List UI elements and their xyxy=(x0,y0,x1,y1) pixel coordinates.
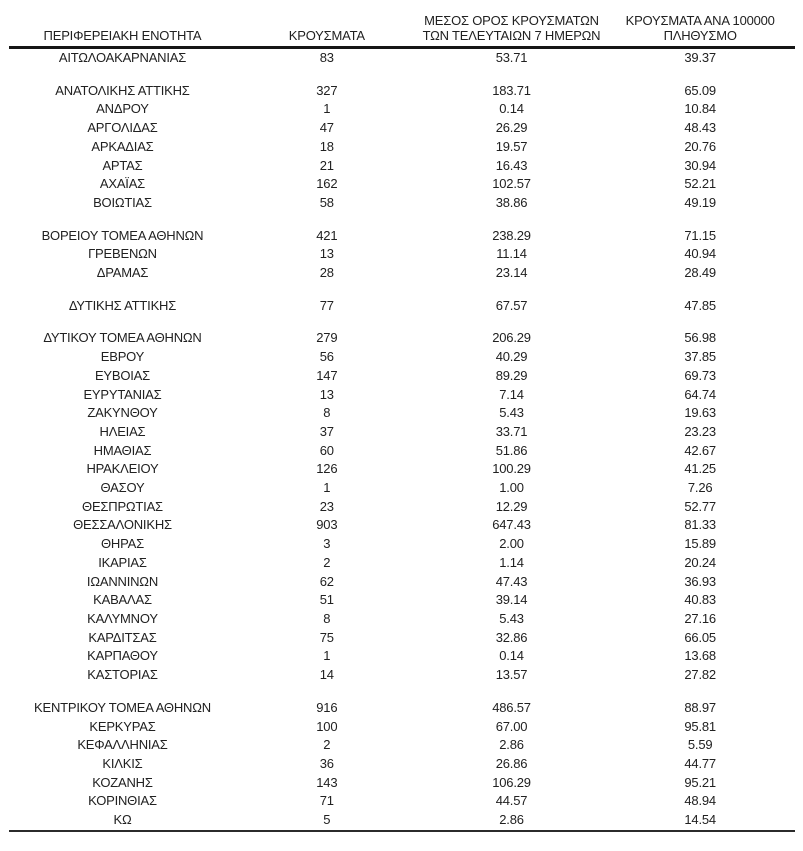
region-cell: ΘΕΣΣΑΛΟΝΙΚΗΣ xyxy=(73,517,172,533)
cases-cell: 327 xyxy=(316,82,338,98)
per-100k-cell: 37.85 xyxy=(684,349,716,365)
avg-7day-cell: 1.14 xyxy=(499,554,524,570)
cases-cell: 62 xyxy=(319,573,334,589)
region-cell: ΔΡΑΜΑΣ xyxy=(96,265,149,281)
region-cell: ΗΡΑΚΛΕΙΟΥ xyxy=(86,461,159,477)
avg-7day-cell: 11.14 xyxy=(496,246,527,262)
avg-7day-cell: 53.71 xyxy=(495,50,528,65)
cases-cell: 37 xyxy=(319,423,334,439)
region-cell: ΚΟΖΑΝΗΣ xyxy=(92,774,153,790)
per-100k-cell: 71.15 xyxy=(684,227,716,243)
table-header xyxy=(9,13,795,48)
cases-cell: 147 xyxy=(316,367,338,383)
per-100k-cell: 36.93 xyxy=(684,573,716,589)
region-cell: ΑΧΑΪΑΣ xyxy=(99,176,146,192)
per-100k-cell: 44.77 xyxy=(684,755,716,771)
avg-7day-cell: 33.71 xyxy=(495,423,528,439)
per-100k-cell: 66.05 xyxy=(684,629,716,645)
cases-cell: 18 xyxy=(319,138,334,154)
group-spacer-cell xyxy=(9,68,795,82)
cases-cell: 13 xyxy=(319,246,334,262)
table-row xyxy=(9,194,795,213)
region-cell: ΚΙΛΚΙΣ xyxy=(102,755,143,771)
per-100k-cell: 5.59 xyxy=(687,737,713,753)
cases-cell: 903 xyxy=(316,517,338,533)
region-cell: ΚΩ xyxy=(113,812,132,828)
avg-7day-cell: 2.86 xyxy=(499,812,524,828)
per-100k-cell: 19.63 xyxy=(684,405,716,421)
table-row xyxy=(9,442,795,461)
avg-7day-cell: 47.43 xyxy=(495,573,528,589)
per-100k-cell: 95.21 xyxy=(684,774,716,790)
per-100k-cell: 48.94 xyxy=(684,793,716,809)
header-row xyxy=(9,13,795,48)
region-cell: ΙΩΑΝΝΙΝΩΝ xyxy=(86,573,159,589)
per-100k-cell: 13.68 xyxy=(684,648,716,664)
per-100k-cell: 41.25 xyxy=(684,461,716,477)
cases-cell: 13 xyxy=(319,386,334,402)
column-header-line: ΜΕΣΟΣ ΟΡΟΣ ΚΡΟΥΣΜΑΤΩΝ xyxy=(424,13,599,28)
cases-cell: 1 xyxy=(323,648,331,664)
cases-cell: 2 xyxy=(323,737,331,753)
avg-7day-cell: 67.00 xyxy=(495,718,528,734)
cases-cell: 126 xyxy=(316,461,338,477)
group-spacer-row xyxy=(9,283,795,297)
table-row xyxy=(9,386,795,405)
region-cell: ΕΒΡΟΥ xyxy=(100,349,145,365)
table-row xyxy=(9,157,795,176)
table-row xyxy=(9,516,795,535)
region-cell: ΚΕΡΚΥΡΑΣ xyxy=(89,718,156,734)
table-row xyxy=(9,699,795,718)
column-header-region xyxy=(9,13,237,48)
cases-cell: 279 xyxy=(316,330,338,346)
avg-7day-cell: 16.43 xyxy=(495,157,528,173)
column-header-line: ΠΛΗΘΥΣΜΟ xyxy=(663,28,737,43)
per-100k-cell: 47.85 xyxy=(684,297,716,313)
avg-7day-cell: 102.57 xyxy=(492,176,531,192)
avg-7day-cell: 183.71 xyxy=(492,82,531,98)
avg-7day-cell: 51.86 xyxy=(495,442,528,458)
avg-7day-cell: 23.14 xyxy=(495,265,528,281)
group-spacer-cell xyxy=(9,283,795,297)
region-cell: ΚΑΣΤΟΡΙΑΣ xyxy=(87,667,158,683)
per-100k-cell: 27.82 xyxy=(684,667,716,683)
per-100k-cell: 69.73 xyxy=(684,367,716,383)
avg-7day-cell: 13.57 xyxy=(495,667,528,683)
per-100k-cell: 56.98 xyxy=(684,330,716,346)
table-row xyxy=(9,329,795,348)
per-100k-cell: 88.97 xyxy=(684,699,716,715)
per-100k-cell: 7.26 xyxy=(687,480,713,496)
per-100k-cell: 49.19 xyxy=(684,194,716,210)
table-row xyxy=(9,48,795,68)
table-row xyxy=(9,175,795,194)
column-header-line: ΠΕΡΙΦΕΡΕΙΑΚΗ ΕΝΟΤΗΤΑ xyxy=(43,28,202,43)
cases-cell: 83 xyxy=(319,50,334,65)
table-row xyxy=(9,423,795,442)
per-100k-cell: 81.33 xyxy=(684,517,716,533)
cases-cell: 47 xyxy=(319,120,334,136)
cases-cell: 60 xyxy=(319,442,334,458)
region-cell: ΗΛΕΙΑΣ xyxy=(99,423,146,439)
table-row xyxy=(9,100,795,119)
avg-7day-cell: 26.86 xyxy=(495,755,528,771)
region-cell: ΗΜΑΘΙΑΣ xyxy=(93,442,152,458)
column-header-per_100k xyxy=(606,13,795,48)
region-cell: ΚΟΡΙΝΘΙΑΣ xyxy=(88,793,157,809)
region-cell: ΖΑΚΥΝΘΟΥ xyxy=(87,405,158,421)
table-row xyxy=(9,227,795,246)
per-100k-cell: 39.37 xyxy=(684,50,716,65)
per-100k-cell: 15.89 xyxy=(684,536,716,552)
table-row xyxy=(9,264,795,283)
avg-7day-cell: 0.14 xyxy=(499,648,524,664)
cases-cell: 21 xyxy=(319,157,334,173)
per-100k-cell: 42.67 xyxy=(684,442,716,458)
region-cell: ΕΥΡΥΤΑΝΙΑΣ xyxy=(83,386,162,402)
group-spacer-row xyxy=(9,68,795,82)
table-row xyxy=(9,245,795,264)
avg-7day-cell: 12.29 xyxy=(495,498,528,514)
group-spacer-cell xyxy=(9,685,795,699)
per-100k-cell: 28.49 xyxy=(684,265,716,281)
per-100k-cell: 27.16 xyxy=(684,610,716,626)
table-row xyxy=(9,367,795,386)
cases-cell: 421 xyxy=(316,227,338,243)
region-cell: ΕΥΒΟΙΑΣ xyxy=(94,367,150,383)
table-row xyxy=(9,498,795,517)
cases-cell: 5 xyxy=(323,812,331,828)
region-cell: ΔΥΤΙΚΟΥ ΤΟΜΕΑ ΑΘΗΝΩΝ xyxy=(43,330,202,346)
avg-7day-cell: 38.86 xyxy=(495,194,528,210)
per-100k-cell: 23.23 xyxy=(684,423,716,439)
cases-cell: 77 xyxy=(319,297,334,313)
cases-cell: 14 xyxy=(319,667,334,683)
region-cell: ΚΑΛΥΜΝΟΥ xyxy=(87,610,158,626)
region-cell: ΒΟΙΩΤΙΑΣ xyxy=(93,194,152,210)
region-cell: ΘΑΣΟΥ xyxy=(100,480,145,496)
cases-cell: 23 xyxy=(319,498,334,514)
avg-7day-cell: 100.29 xyxy=(492,461,531,477)
region-cell: ΑΡΓΟΛΙΔΑΣ xyxy=(87,120,158,136)
cases-cell: 162 xyxy=(316,176,338,192)
group-spacer-row xyxy=(9,213,795,227)
cases-cell: 2 xyxy=(323,554,331,570)
per-100k-cell: 48.43 xyxy=(684,120,716,136)
region-cell: ΓΡΕΒΕΝΩΝ xyxy=(88,246,157,262)
region-cell: ΘΗΡΑΣ xyxy=(101,536,144,552)
region-cell: ΑΡΚΑΔΙΑΣ xyxy=(91,138,154,154)
table-row xyxy=(9,718,795,737)
table-row xyxy=(9,792,795,811)
table-row xyxy=(9,460,795,479)
table-row xyxy=(9,535,795,554)
avg-7day-cell: 5.43 xyxy=(499,405,524,421)
cases-cell: 36 xyxy=(319,755,334,771)
avg-7day-cell: 44.57 xyxy=(495,793,528,809)
avg-7day-cell: 5.43 xyxy=(499,610,524,626)
avg-7day-cell: 89.29 xyxy=(495,367,528,383)
table-row xyxy=(9,138,795,157)
avg-7day-cell: 206.29 xyxy=(492,330,531,346)
region-cell: ΚΑΡΔΙΤΣΑΣ xyxy=(88,629,157,645)
table-row xyxy=(9,610,795,629)
per-100k-cell: 52.77 xyxy=(684,498,716,514)
avg-7day-cell: 2.00 xyxy=(499,536,524,552)
table-row xyxy=(9,647,795,666)
column-header-line: ΚΡΟΥΣΜΑΤΑ xyxy=(288,28,365,43)
region-cell: ΚΕΝΤΡΙΚΟΥ ΤΟΜΕΑ ΑΘΗΝΩΝ xyxy=(34,699,211,715)
cases-cell: 143 xyxy=(316,774,338,790)
per-100k-cell: 95.81 xyxy=(684,718,716,734)
per-100k-cell: 40.94 xyxy=(684,246,716,262)
region-cell: ΑΝΔΡΟΥ xyxy=(96,101,149,117)
table-row xyxy=(9,629,795,648)
avg-7day-cell: 32.86 xyxy=(495,629,528,645)
per-100k-cell: 52.21 xyxy=(684,176,716,192)
region-cell: ΑΝΑΤΟΛΙΚΗΣ ΑΤΤΙΚΗΣ xyxy=(55,82,190,98)
per-100k-cell: 65.09 xyxy=(684,82,716,98)
avg-7day-cell: 19.57 xyxy=(495,138,528,154)
cases-cell: 1 xyxy=(323,480,331,496)
group-spacer-cell xyxy=(9,213,795,227)
table-row xyxy=(9,297,795,316)
region-cell: ΒΟΡΕΙΟΥ ΤΟΜΕΑ ΑΘΗΝΩΝ xyxy=(41,227,204,243)
table-row xyxy=(9,591,795,610)
column-header-line: ΚΡΟΥΣΜΑΤΑ ΑΝΑ 100000 xyxy=(625,13,775,28)
regional-cases-table xyxy=(9,13,795,832)
cases-cell: 3 xyxy=(323,536,331,552)
group-spacer-row xyxy=(9,685,795,699)
cases-cell: 58 xyxy=(319,194,334,210)
avg-7day-cell: 238.29 xyxy=(492,227,531,243)
avg-7day-cell: 106.29 xyxy=(492,774,531,790)
column-header-cases xyxy=(236,13,417,48)
per-100k-cell: 20.24 xyxy=(684,554,716,570)
region-cell: ΚΕΦΑΛΛΗΝΙΑΣ xyxy=(77,737,168,753)
table-row xyxy=(9,554,795,573)
table-row xyxy=(9,666,795,685)
table-row xyxy=(9,736,795,755)
cases-cell: 916 xyxy=(316,699,338,715)
cases-cell: 75 xyxy=(319,629,334,645)
group-spacer-cell xyxy=(9,315,795,329)
region-cell: ΑΡΤΑΣ xyxy=(102,157,143,173)
region-cell: ΘΕΣΠΡΩΤΙΑΣ xyxy=(82,498,163,514)
avg-7day-cell: 647.43 xyxy=(492,517,531,533)
avg-7day-cell: 26.29 xyxy=(495,120,528,136)
table-row xyxy=(9,573,795,592)
cases-cell: 8 xyxy=(323,405,331,421)
per-100k-cell: 10.84 xyxy=(684,101,716,117)
avg-7day-cell: 40.29 xyxy=(495,349,528,365)
per-100k-cell: 14.54 xyxy=(684,812,716,828)
table-row xyxy=(9,348,795,367)
region-cell: ΚΑΒΑΛΑΣ xyxy=(93,592,152,608)
cases-cell: 51 xyxy=(319,592,334,608)
group-spacer-row xyxy=(9,315,795,329)
table-body xyxy=(9,48,795,831)
per-100k-cell: 64.74 xyxy=(684,386,716,402)
per-100k-cell: 20.76 xyxy=(684,138,716,154)
cases-cell: 71 xyxy=(319,793,334,809)
cases-cell: 8 xyxy=(323,610,331,626)
avg-7day-cell: 0.14 xyxy=(499,101,524,117)
table-row xyxy=(9,119,795,138)
table-row xyxy=(9,479,795,498)
column-header-line: ΤΩΝ ΤΕΛΕΥΤΑΙΩΝ 7 ΗΜΕΡΩΝ xyxy=(422,28,601,43)
table-row xyxy=(9,811,795,831)
avg-7day-cell: 486.57 xyxy=(492,699,531,715)
avg-7day-cell: 7.14 xyxy=(499,386,524,402)
avg-7day-cell: 67.57 xyxy=(495,297,528,313)
cases-cell: 100 xyxy=(316,718,338,734)
region-cell: ΑΙΤΩΛΟΑΚΑΡΝΑΝΙΑΣ xyxy=(58,50,187,65)
cases-cell: 28 xyxy=(319,265,334,281)
avg-7day-cell: 2.86 xyxy=(499,737,524,753)
avg-7day-cell: 1.00 xyxy=(499,480,524,496)
table-row xyxy=(9,82,795,101)
cases-cell: 1 xyxy=(323,101,331,117)
region-cell: ΔΥΤΙΚΗΣ ΑΤΤΙΚΗΣ xyxy=(68,297,177,313)
region-cell: ΙΚΑΡΙΑΣ xyxy=(98,554,147,570)
table-row xyxy=(9,404,795,423)
table-row xyxy=(9,774,795,793)
per-100k-cell: 30.94 xyxy=(684,157,716,173)
per-100k-cell: 40.83 xyxy=(684,592,716,608)
table-row xyxy=(9,755,795,774)
cases-cell: 56 xyxy=(319,349,334,365)
region-cell: ΚΑΡΠΑΘΟΥ xyxy=(87,648,158,664)
column-header-avg_7day xyxy=(417,13,606,48)
avg-7day-cell: 39.14 xyxy=(495,592,528,608)
